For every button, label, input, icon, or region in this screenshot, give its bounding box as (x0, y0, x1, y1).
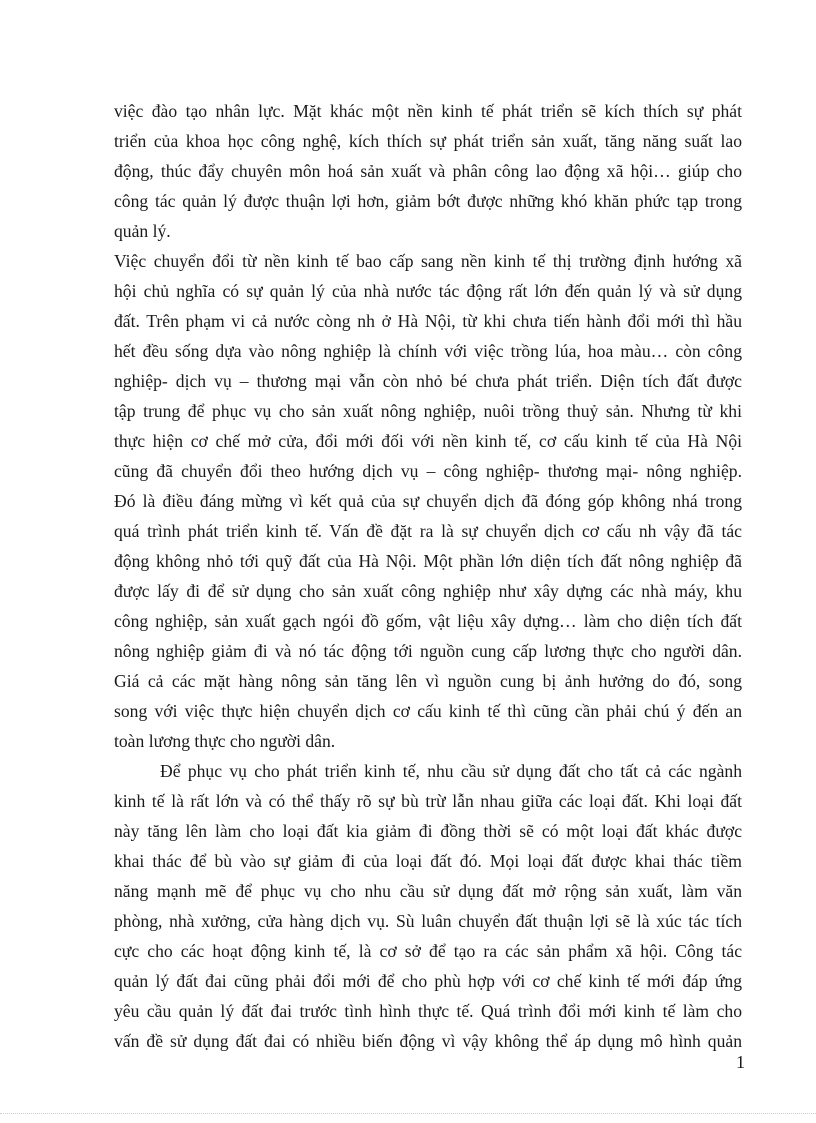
text-line: vấn đề sử dụng đất đai có nhiều biến động vì vậy không thể áp dụng mô hình quản (114, 1031, 742, 1051)
text-line: này tăng lên làm cho loại đất kia giảm đi đồng thời sẽ có một loại đất khác được (114, 821, 742, 841)
text-line: hội chủ nghĩa có sự quản lý của nhà nước tác động rất lớn đến quản lý và sử dụng (114, 281, 742, 301)
text-line: triển của khoa học công nghệ, kích thích sự phát triển sản xuất, tăng năng suất lao (114, 131, 742, 151)
text-line: động, thúc đẩy chuyên môn hoá sản xuất và phân công lao động xã hội… giúp cho (114, 161, 742, 181)
text-line: cực cho các hoạt động kinh tế, là cơ sở để tạo ra các sản phẩm xã hội. Công tác (114, 941, 742, 961)
text-line: phòng, nhà xưởng, cửa hàng dịch vụ. Sù luân chuyển đất thuận lợi sẽ là xúc tác tích (114, 911, 742, 931)
paragraph (114, 246, 742, 756)
text-line: song với việc thực hiện chuyển dịch cơ cấu kinh tế thì cũng cần phải chú ý đến an (114, 701, 742, 721)
text-line: Việc chuyển đổi từ nền kinh tế bao cấp sang nền kinh tế thị trường định hướng xã (114, 251, 742, 271)
text-line: được lấy đi để sử dụng cho sản xuất công nghiệp như xây dựng các nhà máy, khu (114, 581, 742, 601)
text-line: toàn lương thực cho người dân. (114, 731, 336, 751)
page-bottom-divider (0, 1113, 816, 1114)
text-line: yêu cầu quản lý đất đai trước tình hình thực tế. Quá trình đổi mới kinh tế làm cho (114, 1001, 742, 1021)
text-line: công tác quản lý được thuận lợi hơn, giảm bớt được những khó khăn phức tạp trong (114, 191, 742, 211)
text-line: hết đều sống dựa vào nông nghiệp là chính với việc trồng lúa, hoa màu… còn công (114, 341, 742, 361)
text-line: Đó là điều đáng mừng vì kết quả của sự chuyển dịch đã đóng góp không nhá trong (114, 491, 742, 511)
text-line: cũng đã chuyển đổi theo hướng dịch vụ – công nghiệp- thương mại- nông nghiệp. (114, 461, 742, 481)
document-body (114, 96, 742, 1056)
text-line: quá trình phát triển kinh tế. Vấn đề đặt ra là sự chuyển dịch cơ cấu nh vậy đã tác (114, 521, 742, 541)
text-line: công nghiệp, sản xuất gạch ngói đồ gốm, vật liệu xây dựng… làm cho diện tích đất (114, 611, 742, 631)
text-line: quản lý. (114, 221, 171, 241)
text-line: động không nhỏ tới quỹ đất của Hà Nội. Một phần lớn diện tích đất nông nghiệp đã (114, 551, 742, 571)
text-line: nông nghiệp giảm đi và nó tác động tới nguồn cung cấp lương thực cho người dân. (114, 641, 742, 661)
text-line: năng mạnh mẽ để phục vụ cho nhu cầu sử dụng đất mở rộng sản xuất, làm văn (114, 881, 742, 901)
paragraph (114, 756, 742, 1056)
text-line: thực hiện cơ chế mở cửa, đổi mới đối với nền kinh tế, cơ cấu kinh tế của Hà Nội (114, 431, 742, 451)
page-number: 1 (736, 1052, 745, 1072)
text-line: Giá cả các mặt hàng nông sản tăng lên vì nguồn cung bị ảnh hưởng do đó, song (114, 671, 742, 691)
text-line: kinh tế là rất lớn và có thể thấy rõ sự bù trừ lẫn nhau giữa các loại đất. Khi loại đất (114, 791, 742, 811)
text-line: khai thác để bù vào sự giảm đi của loại đất đó. Mọi loại đất được khai thác tiềm (114, 851, 742, 871)
text-line: tập trung để phục vụ cho sản xuất nông nghiệp, nuôi trồng thuỷ sản. Nhưng từ khi (114, 401, 742, 421)
text-line: quản lý đất đai cũng phải đổi mới để cho phù hợp với cơ chế kinh tế mới đáp ứng (114, 971, 742, 991)
text-line: đất. Trên phạm vi cả nước còng nh ở Hà Nội, từ khi chưa tiến hành đổi mới thì hầu (114, 311, 742, 331)
text-line: Để phục vụ cho phát triển kinh tế, nhu cầu sử dụng đất cho tất cả các ngành (160, 761, 742, 781)
text-line: việc đào tạo nhân lực. Mặt khác một nền kinh tế phát triển sẽ kích thích sự phát (114, 101, 742, 121)
text-line: nghiệp- dịch vụ – thương mại vẫn còn nhỏ bé chưa phát triển. Diện tích đất được (114, 371, 742, 391)
paragraph (114, 96, 742, 246)
